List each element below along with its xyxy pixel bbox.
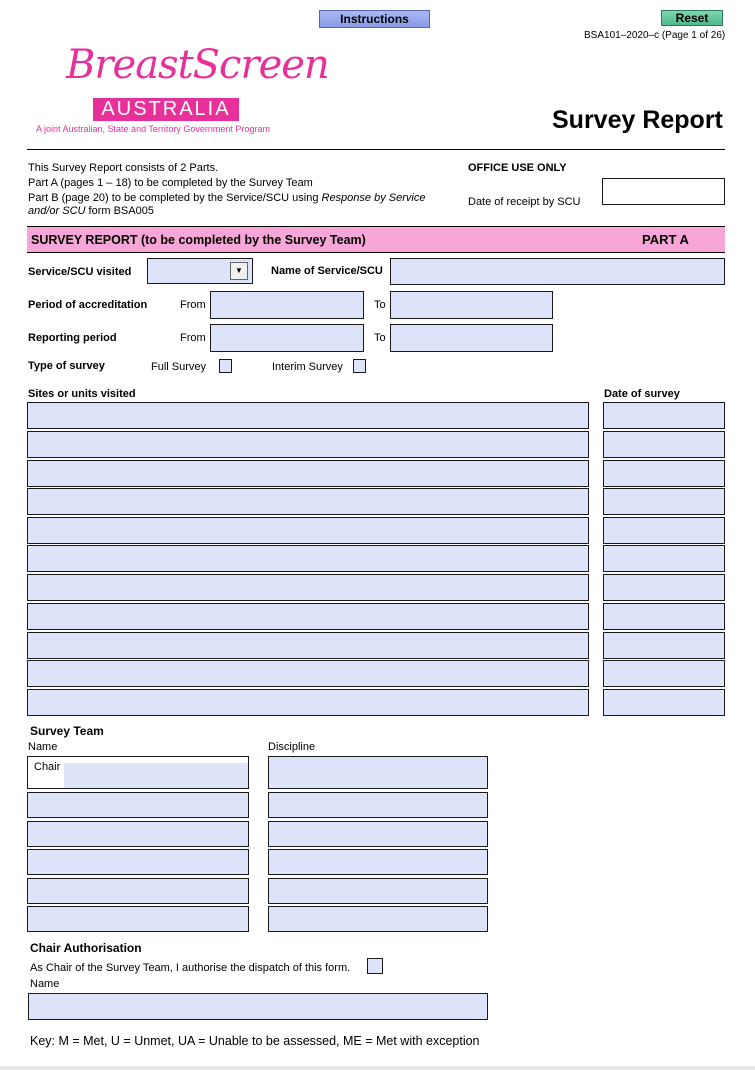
team-discipline-field[interactable] <box>268 849 488 875</box>
full-survey-checkbox[interactable] <box>219 359 232 373</box>
site-field[interactable] <box>27 402 589 429</box>
intro-line-4 <box>28 205 154 217</box>
intro-line-3-italic: Response by Service <box>321 192 426 204</box>
accreditation-from-label: From <box>180 299 206 311</box>
logo-main: BreastScreen <box>66 42 329 88</box>
date-receipt-label: Date of receipt by SCU <box>468 196 581 208</box>
site-date-field[interactable] <box>603 488 725 515</box>
sites-heading: Sites or units visited <box>28 388 136 400</box>
key-legend: Key: M = Met, U = Unmet, UA = Unable to be assessed, ME = Met with exception <box>30 1034 480 1048</box>
team-heading: Survey Team <box>30 724 104 738</box>
team-name-field[interactable] <box>27 821 249 847</box>
chair-discipline-field[interactable] <box>268 756 488 789</box>
authorisation-checkbox[interactable] <box>367 958 383 974</box>
header-divider <box>27 149 725 150</box>
date-survey-heading: Date of survey <box>604 388 680 400</box>
site-date-field[interactable] <box>603 517 725 544</box>
team-discipline-field[interactable] <box>268 821 488 847</box>
site-date-field[interactable] <box>603 689 725 716</box>
site-date-field[interactable] <box>603 431 725 458</box>
team-discipline-field[interactable] <box>268 878 488 904</box>
logo-band: AUSTRALIA <box>93 98 239 121</box>
name-service-label: Name of Service/SCU <box>271 265 383 277</box>
site-field[interactable] <box>27 488 589 515</box>
site-field[interactable] <box>27 517 589 544</box>
site-field[interactable] <box>27 545 589 572</box>
intro-line-4-italic: and/or SCU <box>28 205 86 217</box>
logo-subtitle: A joint Australian, State and Territory Government Program <box>36 124 270 134</box>
site-field[interactable] <box>27 431 589 458</box>
site-field[interactable] <box>27 660 589 687</box>
site-date-field[interactable] <box>603 660 725 687</box>
site-date-field[interactable] <box>603 460 725 487</box>
intro-line-4-text: form BSA005 <box>85 205 154 217</box>
page-title: Survey Report <box>552 106 723 134</box>
reset-button[interactable]: Reset <box>661 10 723 26</box>
instructions-button[interactable]: Instructions <box>319 10 430 28</box>
intro-line-2: Part A (pages 1 – 18) to be completed by the Survey Team <box>28 177 313 189</box>
authorisation-name-field[interactable] <box>28 993 488 1020</box>
interim-survey-checkbox[interactable] <box>353 359 366 373</box>
intro-line-3 <box>28 192 425 204</box>
site-date-field[interactable] <box>603 402 725 429</box>
date-receipt-field[interactable] <box>602 178 725 205</box>
office-use-heading: OFFICE USE ONLY <box>468 162 567 174</box>
service-label: Service/SCU visited <box>28 266 132 278</box>
team-discipline-field[interactable] <box>268 792 488 818</box>
authorisation-heading: Chair Authorisation <box>30 941 142 955</box>
team-name-field[interactable] <box>27 878 249 904</box>
reporting-to-field[interactable] <box>390 324 553 352</box>
accreditation-to-field[interactable] <box>390 291 553 319</box>
site-date-field[interactable] <box>603 603 725 630</box>
site-date-field[interactable] <box>603 632 725 659</box>
team-discipline-field[interactable] <box>268 906 488 932</box>
intro-line-3-text: Part B (page 20) to be completed by the Service/SCU using <box>28 192 322 204</box>
interim-survey-label: Interim Survey <box>272 361 343 373</box>
accreditation-to-label: To <box>374 299 386 311</box>
site-date-field[interactable] <box>603 574 725 601</box>
part-a-band <box>27 226 725 253</box>
chair-name-field[interactable] <box>64 763 248 788</box>
accreditation-from-field[interactable] <box>210 291 364 319</box>
chair-label: Chair <box>34 761 61 773</box>
site-field[interactable] <box>27 574 589 601</box>
authorisation-name-label: Name <box>30 978 60 990</box>
full-survey-label: Full Survey <box>151 361 207 373</box>
site-date-field[interactable] <box>603 545 725 572</box>
site-field[interactable] <box>27 603 589 630</box>
name-service-field[interactable] <box>390 258 725 285</box>
accreditation-label: Period of accreditation <box>28 299 148 311</box>
reporting-from-field[interactable] <box>210 324 364 352</box>
page-bottom-edge <box>0 1066 755 1070</box>
reporting-from-label: From <box>180 332 206 344</box>
site-field[interactable] <box>27 689 589 716</box>
survey-type-label: Type of survey <box>28 360 105 372</box>
reporting-to-label: To <box>374 332 386 344</box>
part-a-label: PART A <box>642 232 689 247</box>
team-name-label: Name <box>28 741 58 753</box>
team-name-field[interactable] <box>27 906 249 932</box>
intro-line-1: This Survey Report consists of 2 Parts. <box>28 162 219 174</box>
chair-name-cell[interactable] <box>27 756 249 789</box>
form-code: BSA101–2020–c (Page 1 of 26) <box>584 30 726 41</box>
part-a-heading: SURVEY REPORT (to be completed by the Survey Team) <box>31 233 366 247</box>
team-name-field[interactable] <box>27 792 249 818</box>
chevron-down-icon[interactable]: ▼ <box>230 262 248 280</box>
site-field[interactable] <box>27 632 589 659</box>
team-discipline-label: Discipline <box>268 741 316 753</box>
reporting-label: Reporting period <box>28 332 117 344</box>
authorisation-statement: As Chair of the Survey Team, I authorise the dispatch of this form. <box>30 962 351 974</box>
team-name-field[interactable] <box>27 849 249 875</box>
site-field[interactable] <box>27 460 589 487</box>
